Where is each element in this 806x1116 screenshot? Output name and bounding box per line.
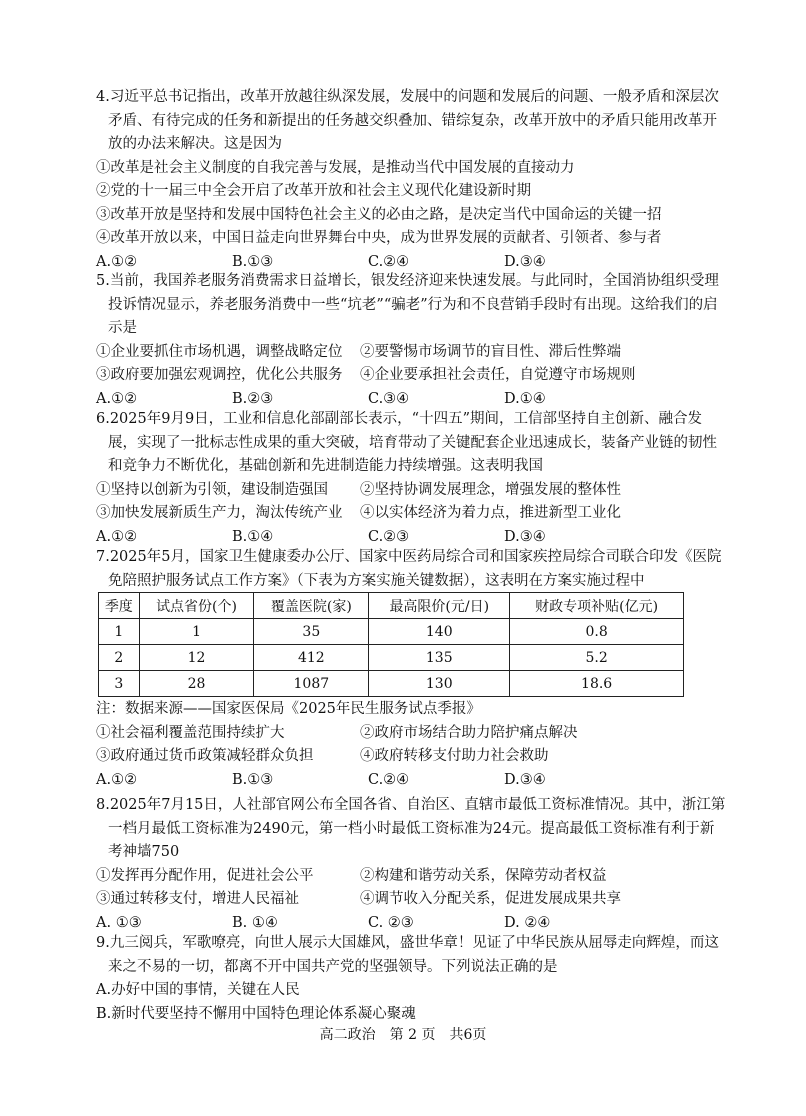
table-header: 试点省份(个) [139,593,254,619]
table-cell: 12 [139,645,254,671]
answer-c: C.②④ [368,771,410,788]
table-cell: 28 [139,671,254,697]
table-cell: 140 [369,619,510,645]
data-table [98,592,684,697]
table-header: 覆盖医院(家) [254,593,369,619]
answer-d: D.①④ [504,390,546,407]
question-5-option-2: ②要警惕市场调节的盲目性、滞后性弊端 [360,343,621,360]
table-cell: 1087 [254,671,369,697]
answer-c: C.②④ [368,253,410,270]
answer-b: B.②③ [232,390,274,407]
table-header: 财政专项补贴(亿元) [510,593,684,619]
question-6 [96,408,728,549]
question-7-option-4: ④政府转移支付助力社会救助 [360,748,549,764]
question-5-options-row-2 [96,364,728,388]
answer-d: D.③④ [504,771,546,788]
answer-c: C. ②③ [368,914,414,931]
question-6-option-4: ④以实体经济为着力点，推进新型工业化 [360,505,621,521]
answer-a: A. ①③ [96,914,142,931]
table-cell: 2 [99,645,140,671]
answer-d: D.③④ [504,253,546,270]
question-5 [96,270,728,411]
question-8-option-2: ②构建和谐劳动关系，保障劳动者权益 [360,867,607,884]
answer-b: B. ①④ [232,914,278,931]
question-5-stem: 5.当前，我国养老服务消费需求日益增长，银发经济迎来快速发展。与此同时，全国消协组织受理投诉情况显示，养老服务消费中一些“坑老”“骗老”行为和不良营销手段时有出现。这给我们的启示是 [96,273,719,336]
question-7-stem: 7.2025年5月，国家卫生健康委办公厅、国家中医药局综合司和国家疾控局综合司联合印发《医院免陪照护服务试点工作方案》（下表为方案实施关键数据），这表明在方案实施过程中 [96,549,722,589]
question-6-option-3: ③加快发展新质生产力，淘汰传统产业 [96,505,343,521]
table-cell: 35 [254,619,369,645]
question-7-option-3: ③政府通过货币政策减轻群众负担 [96,748,314,764]
table-cell: 5.2 [510,645,684,671]
question-9-option-a: A.办好中国的事情，关键在人民 [96,982,300,998]
answer-b: B.①③ [232,771,274,788]
table-row [99,645,684,671]
answer-b: B.①③ [232,253,274,270]
table-cell: 3 [99,671,140,697]
question-8-option-3: ③通过转移支付，增进人民福祉 [96,891,299,907]
table-note: 注：数据来源——国家医保局《2025年民生服务试点季报》 [96,701,481,717]
question-6-option-1: ①坚持以创新为引领，建设制造强国 [96,481,328,498]
question-7-rest [96,698,728,792]
table-cell: 0.8 [510,619,684,645]
answer-d: D. ②④ [504,914,551,931]
question-9-stem: 9.九三阅兵，军歌嘹亮，向世人展示大国雄风，盛世华章！见证了中华民族从屈辱走向辉煌，而这来之不易的一切，都离不开中国共产党的坚强领导。下列说法正确的是 [96,935,719,975]
table-header: 季度 [99,593,140,619]
page-footer: 高二政治 第 2 页 共6页 [319,1027,487,1043]
question-9 [96,932,728,1026]
answer-a: A.①② [96,771,138,788]
question-4-stem: 4.习近平总书记指出，改革开放越往纵深发展，发展中的问题和发展后的问题、一般矛盾和深层次矛盾、有待完成的任务和新提出的任务越交织叠加、错综复杂，改革开放中的矛盾只能用改革开放的办法来解决。这是因为 [96,89,719,152]
answer-a: A.①② [96,253,138,270]
question-5-options-row-1 [96,341,728,365]
question-7-option-1: ①社会福利覆盖范围持续扩大 [96,724,285,741]
question-7-option-2: ②政府市场结合助力陪护痛点解决 [360,724,578,741]
answer-d: D.③④ [504,528,546,545]
question-5-option-4: ④企业要承担社会责任，自觉遵守市场规则 [360,367,636,383]
answer-b: B.①④ [232,528,274,545]
answer-a: A.①② [96,528,138,545]
table-header-row [99,593,684,619]
question-9-option-b: B.新时代要坚持不懈用中国特色理论体系凝心聚魂 [96,1005,416,1022]
question-4-option-3: ③改革开放是坚持和发展中国特色社会主义的必由之路，是决定当代中国命运的关键一招 [96,206,662,223]
question-4 [96,86,728,274]
table-cell: 1 [99,619,140,645]
question-4-option-4: ④改革开放以来，中国日益走向世界舞台中央，成为世界发展的贡献者、引领者、参与者 [96,230,662,246]
question-4-option-1: ①改革是社会主义制度的自我完善与发展，是推动当代中国发展的直接动力 [96,159,575,176]
table-cell: 135 [369,645,510,671]
answer-c: C.②③ [368,528,410,545]
question-6-options-row-2 [96,502,728,526]
question-7-options-row-2 [96,745,728,769]
question-8-option-1: ①发挥再分配作用，促进社会公平 [96,867,314,884]
question-8-option-4: ④调节收入分配关系，促进发展成果共享 [360,891,621,907]
question-7-options-row-1 [96,722,728,746]
table-row [99,619,684,645]
table-row [99,671,684,697]
question-7 [96,546,728,593]
table-cell: 412 [254,645,369,671]
answer-c: C.③④ [368,390,410,407]
question-6-options-row-1 [96,479,728,503]
question-5-option-1: ①企业要抓住市场机遇，调整战略定位 [96,343,343,360]
question-8 [96,794,728,935]
question-6-option-2: ②坚持协调发展理念，增强发展的整体性 [360,481,621,498]
question-7-answers [96,769,728,793]
table-cell: 130 [369,671,510,697]
question-8-options-row-2 [96,888,728,912]
question-8-options-row-1 [96,865,728,889]
question-6-stem: 6.2025年9月9日，工业和信息化部副部长表示，“十四五”期间，工信部坚持自主创新、融合发展，实现了一批标志性成果的重大突破，培育带动了关键配套企业迅速成长，装备产业链的韧性和竞争力不断优化，基础创新和先进制造能力持续增强。这表明我国 [96,411,717,474]
answer-a: A.①② [96,390,138,407]
table-header: 最高限价(元/日) [369,593,510,619]
table-cell: 1 [139,619,254,645]
question-8-stem: 8.2025年7月15日，人社部官网公布全国各省、自治区、直辖市最低工资标准情况。其中，浙江第一档月最低工资标准为2490元，第一档小时最低工资标准为24元。提高最低工资标准有利于新考神墙750 [96,797,726,860]
table-cell: 18.6 [510,671,684,697]
question-4-option-2: ②党的十一届三中全会开启了改革开放和社会主义现代化建设新时期 [96,183,531,199]
question-5-option-3: ③政府要加强宏观调控，优化公共服务 [96,367,343,383]
